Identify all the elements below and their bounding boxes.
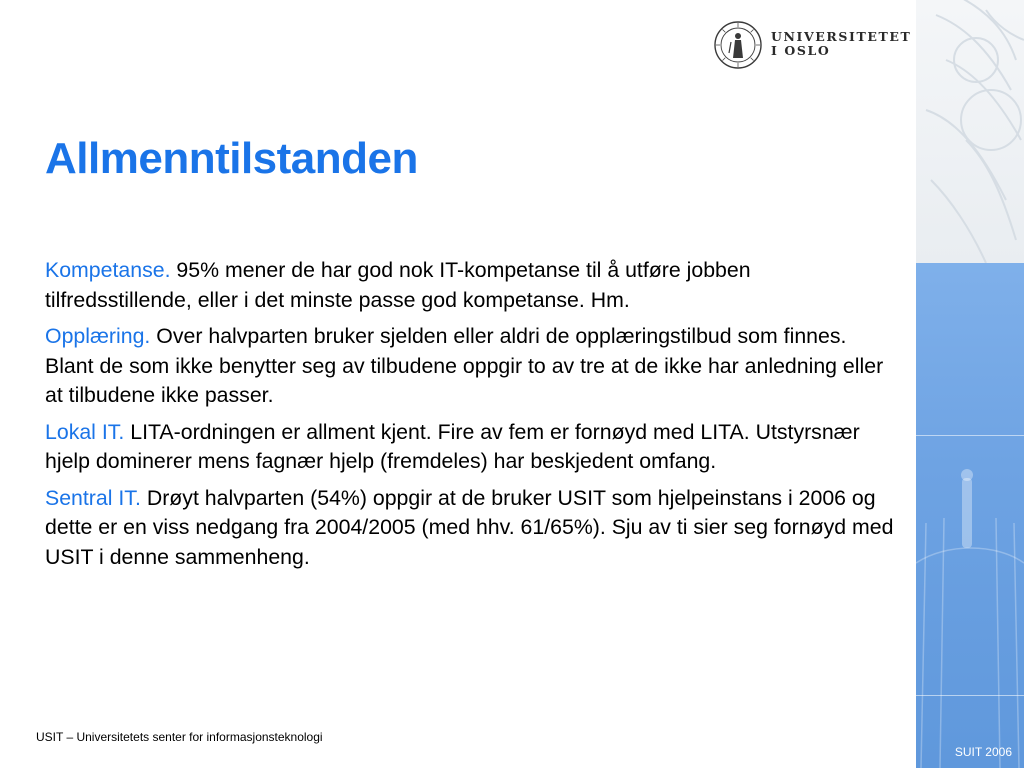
paragraph-lead: Sentral IT. [45,485,141,510]
paragraph-kompetanse [45,256,895,315]
logo-text [771,30,911,58]
paragraph-lead: Kompetanse. [45,258,171,282]
university-logo [713,20,912,74]
statue-illustration [916,0,1024,263]
slide-title: Allmenntilstanden [45,134,418,183]
logo-line-2: I OSLO [771,43,831,58]
decorative-band-bottom [916,263,1024,768]
paragraph-sentral-it [45,484,895,573]
footer-right-label: SUIT 2006 [954,745,1012,759]
university-seal-icon [713,20,763,70]
paragraph-lead: Lokal IT. [45,419,125,444]
footer-left-label: USIT – Universitetets senter for informasjonsteknologi [36,730,323,744]
paragraph-text: LITA-ordningen er allment kjent. Fire av fem er fornøyd med LITA. Utstyrsnær hjelp dominerer mens fagnær hjelp (fremdeles) har beskjedent omfang. [45,419,860,473]
decorative-band-top [916,0,1024,263]
paragraph-lead: Opplæring. [45,324,151,348]
slide-body [45,256,895,579]
logo-line-1: UNIVERSITETET [771,29,912,44]
paragraph-text: 95% mener de har god nok IT-kompetanse til å utføre jobben tilfredsstillende, eller i det minste passe god kompetanse. Hm. [45,258,751,312]
paragraph-text: Drøyt halvparten (54%) oppgir at de bruker USIT som hjelpeinstans i 2006 og dette er en viss nedgang fra 2004/2005 (med hhv. 61/65%). Sju av ti sier seg fornøyd med USIT i denne sammenheng. [45,485,894,569]
paragraph-opplaering [45,322,895,411]
paragraph-text: Over halvparten bruker sjelden eller aldri de opplæringstilbud som finnes. Blant de som ikke benytter seg av tilbudene oppgir to av tre at de ikke har anledning eller at tilbudene ikke passer. [45,324,884,407]
columns-illustration [916,263,1024,768]
paragraph-lokal-it [45,418,895,477]
